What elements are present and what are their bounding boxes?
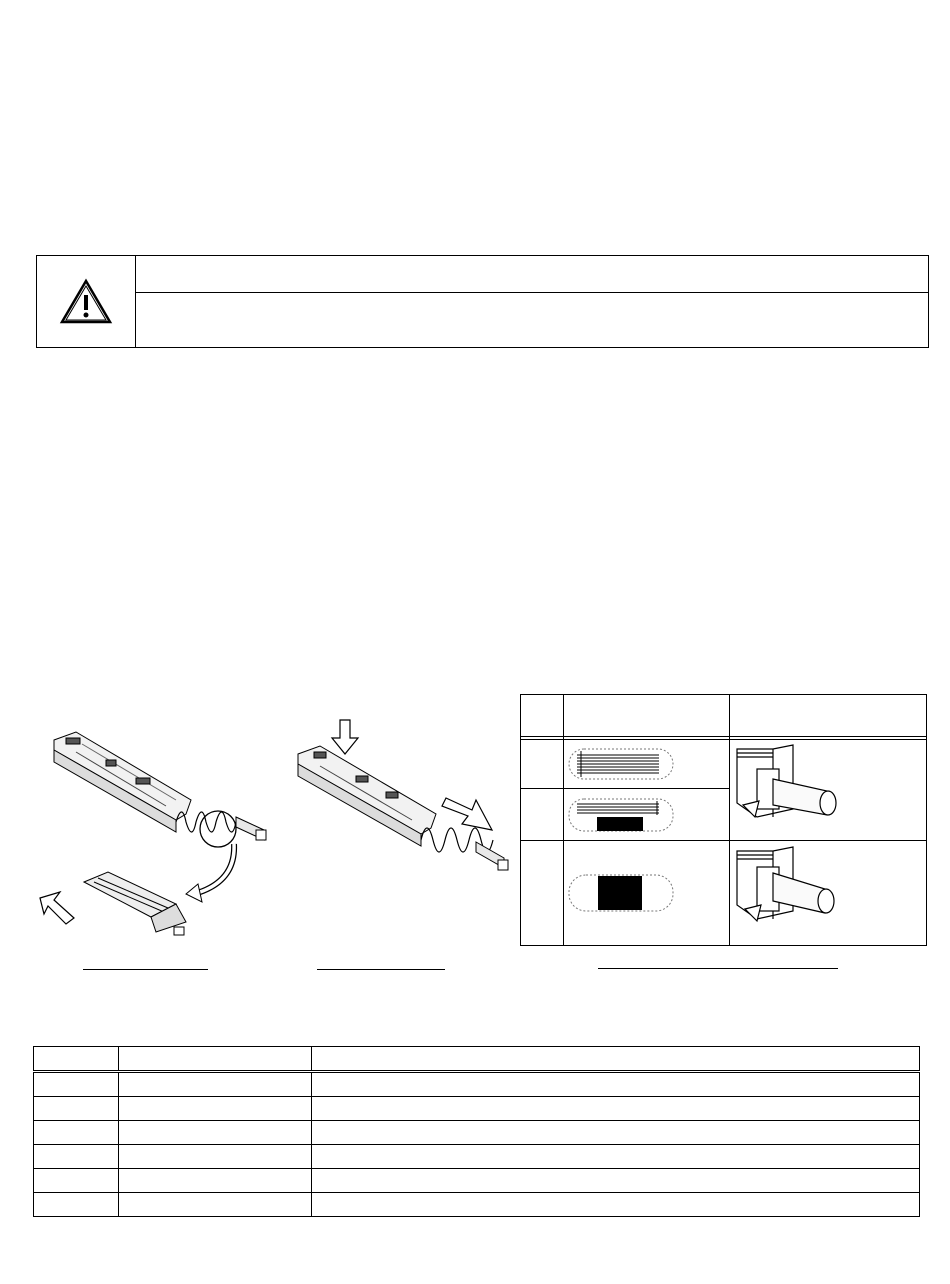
- spec-cell: [34, 1072, 119, 1097]
- spec-header-col-3: [312, 1047, 920, 1072]
- table-row: [34, 1097, 920, 1121]
- spec-cell: [34, 1097, 119, 1121]
- spec-cell: [34, 1145, 119, 1169]
- table-row: [34, 1121, 920, 1145]
- spec-cell: [312, 1097, 920, 1121]
- contact-condition-table: [520, 694, 927, 946]
- warning-icon-cell: [37, 256, 136, 347]
- figure-1-caption-line: [83, 969, 208, 970]
- table-row: [34, 1072, 920, 1097]
- warning-box: [36, 255, 929, 348]
- arrow-down-right-icon: [442, 798, 492, 830]
- spec-cell: [119, 1121, 312, 1145]
- rail-body-illustration: [298, 746, 436, 846]
- figure-2-caption-line: [317, 969, 445, 970]
- arrow-down-icon: [332, 720, 358, 754]
- spec-cell: [312, 1121, 920, 1145]
- spec-cell: [119, 1169, 312, 1193]
- warning-divider: [135, 292, 928, 293]
- spec-cell: [119, 1072, 312, 1097]
- spec-table: [33, 1046, 920, 1217]
- striped-contact-pattern: [567, 747, 677, 781]
- table-row: [34, 1193, 920, 1217]
- spec-cell: [312, 1193, 920, 1217]
- spec-table-header-row: [34, 1047, 920, 1072]
- dark-contact-patch: [567, 873, 677, 913]
- spec-cell: [312, 1169, 920, 1193]
- blade-tilted-illustration: [733, 845, 843, 939]
- spec-cell: [312, 1145, 920, 1169]
- rail-body-illustration: [54, 732, 191, 832]
- blade-illustration: [84, 872, 186, 935]
- striped-contact-pattern-with-dark-patch: [567, 797, 677, 833]
- spec-cell: [119, 1145, 312, 1169]
- spec-cell: [312, 1072, 920, 1097]
- arrow-up-left-icon: [40, 892, 74, 924]
- spec-cell: [34, 1121, 119, 1145]
- spec-cell: [119, 1097, 312, 1121]
- spec-cell: [34, 1193, 119, 1217]
- spec-cell: [119, 1193, 312, 1217]
- figure-blade-installation: [286, 712, 516, 892]
- warning-triangle-icon: [58, 277, 114, 327]
- spec-header-col-1: [34, 1047, 119, 1072]
- spec-cell: [34, 1169, 119, 1193]
- table-row: [34, 1145, 920, 1169]
- figure-blade-removal: [36, 722, 276, 952]
- blade-contact-illustration: [733, 743, 843, 837]
- table-row: [34, 1169, 920, 1193]
- spec-header-col-2: [119, 1047, 312, 1072]
- figure-3-caption-line: [598, 968, 838, 969]
